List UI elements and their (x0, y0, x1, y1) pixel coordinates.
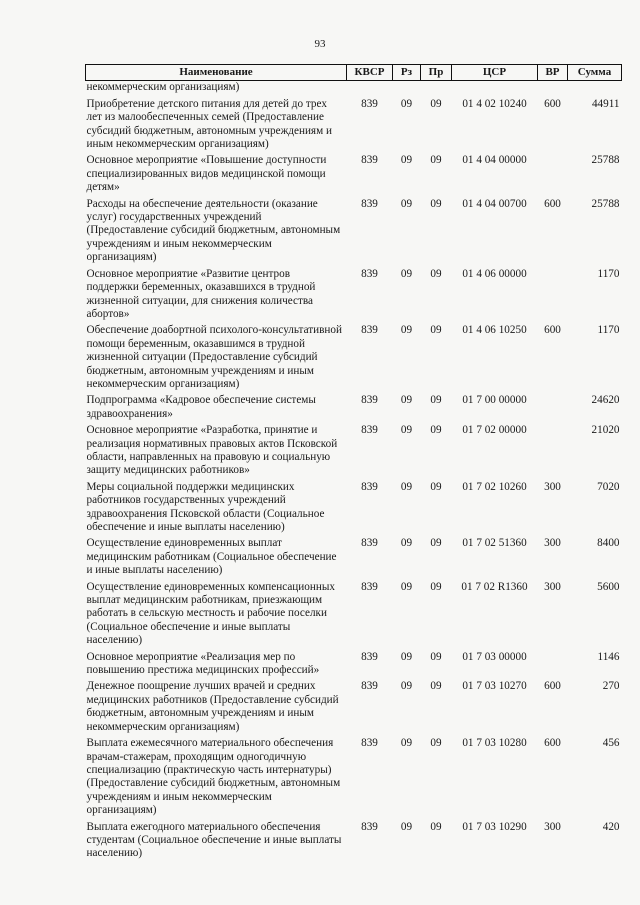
cell-vr: 600 (544, 680, 561, 693)
header-kvsr: КВСР (347, 65, 393, 81)
cell-pr: 09 (430, 424, 442, 437)
cell-pr: 09 (430, 267, 442, 280)
cell-kvsr: 839 (361, 97, 378, 110)
cell-sum: 24620 (591, 394, 620, 407)
cell-sum: 25788 (591, 154, 620, 167)
cell-csr: 01 4 06 10250 (462, 324, 527, 337)
cell-pr: 09 (430, 97, 442, 110)
cell-kvsr (347, 81, 393, 98)
cell-sum: 25788 (591, 197, 620, 210)
cell-name: Расходы на обеспечение деятельности (оказание услуг) государственных учреждений (Предоставление субсидий бюджетным, автономным учреждениям и иным некоммерческим организациям) (86, 197, 341, 264)
cell-name: Приобретение детского питания для детей до трех лет из малообеспеченных семей (Предоставление субсидий бюджетным, автономным учреждениям и иным некоммерческим организациям) (86, 97, 332, 151)
cell-sum: 1146 (597, 650, 620, 663)
cell-rz: 09 (400, 680, 413, 693)
header-rz: Рз (393, 65, 421, 81)
cell-csr: 01 7 03 10280 (462, 737, 527, 750)
cell-vr: 600 (544, 324, 561, 337)
table-row (86, 324, 622, 394)
table-row (86, 268, 622, 325)
cell-rz: 09 (400, 537, 413, 550)
cell-name: Меры социальной поддержки медицинских работников государственных учреждений здравоохранения Псковской области (Социальное обеспечение и иные выплаты населению) (86, 480, 325, 533)
cell-sum: 456 (602, 737, 620, 750)
cell-pr: 09 (430, 650, 442, 663)
cell-rz: 09 (400, 737, 413, 750)
cell-rz: 09 (400, 650, 413, 663)
cell-csr: 01 7 02 51360 (462, 537, 527, 550)
cell-rz (393, 81, 421, 98)
cell-csr: 01 7 03 00000 (462, 650, 527, 663)
cell-pr: 09 (430, 394, 442, 407)
cell-csr (452, 81, 538, 98)
header-pr: Пр (421, 65, 452, 81)
cell-pr: 09 (430, 737, 442, 750)
cell-rz: 09 (400, 97, 413, 110)
cell-kvsr: 839 (361, 324, 378, 337)
cell-name: некоммерческим организациям) (86, 81, 240, 94)
cell-name: Основное мероприятие «Развитие центров поддержки беременных, оказавшихся в трудной жизненной ситуации, для снижения количества абортов» (86, 267, 316, 320)
cell-csr: 01 7 00 00000 (462, 394, 527, 407)
cell-name: Выплата ежегодного материального обеспечения студентам (Социальное обеспечение и иные выплаты населению) (86, 820, 342, 860)
cell-pr: 09 (430, 580, 442, 593)
table-row (86, 81, 622, 98)
cell-csr: 01 7 02 R1360 (461, 580, 528, 593)
cell-vr: 600 (544, 197, 561, 210)
cell-rz: 09 (400, 394, 413, 407)
cell-csr: 01 4 06 00000 (462, 267, 527, 280)
cell-kvsr: 839 (361, 680, 378, 693)
cell-name: Подпрограмма «Кадровое обеспечение системы здравоохранения» (86, 394, 316, 420)
cell-sum: 1170 (597, 267, 620, 280)
cell-kvsr: 839 (361, 650, 378, 663)
table-row (86, 394, 622, 424)
cell-rz: 09 (400, 267, 413, 280)
cell-csr: 01 4 04 00700 (462, 197, 527, 210)
table-row (86, 481, 622, 538)
cell-sum: 7020 (597, 480, 620, 493)
cell-vr (538, 651, 568, 681)
table-row (86, 737, 622, 820)
cell-vr: 300 (544, 820, 561, 833)
header-vr: ВР (538, 65, 568, 81)
cell-sum: 420 (602, 820, 620, 833)
cell-kvsr: 839 (361, 424, 378, 437)
cell-rz: 09 (400, 580, 413, 593)
cell-kvsr: 839 (361, 537, 378, 550)
cell-vr (538, 424, 568, 481)
cell-kvsr: 839 (361, 394, 378, 407)
cell-sum: 21020 (591, 424, 620, 437)
cell-kvsr: 839 (361, 737, 378, 750)
table-row (86, 537, 622, 580)
cell-sum: 8400 (597, 537, 620, 550)
header-name: Наименование (86, 65, 347, 81)
cell-csr: 01 7 03 10290 (462, 820, 527, 833)
page-number: 93 (314, 38, 326, 50)
cell-kvsr: 839 (361, 197, 378, 210)
table-row (86, 651, 622, 681)
cell-pr: 09 (430, 820, 442, 833)
table-row (86, 680, 622, 737)
table-row (86, 154, 622, 197)
header-sum: Сумма (568, 65, 622, 81)
cell-sum: 270 (602, 680, 620, 693)
cell-kvsr: 839 (361, 154, 378, 167)
cell-name: Основное мероприятие «Реализация мер по повышению престижа медицинских профессий» (86, 650, 320, 677)
cell-name: Денежное поощрение лучших врачей и средних медицинских работников (Предоставление субсидий бюджетным, автономным учреждениям и иным некоммерческим организациям) (86, 680, 339, 733)
cell-pr: 09 (430, 154, 442, 167)
cell-csr: 01 7 02 00000 (462, 424, 527, 437)
cell-pr: 09 (430, 537, 442, 550)
cell-rz: 09 (400, 480, 413, 493)
cell-pr: 09 (430, 197, 442, 210)
table-header-row (86, 65, 622, 81)
budget-table (85, 64, 622, 864)
table-row (86, 581, 622, 651)
cell-csr: 01 4 02 10240 (462, 97, 527, 110)
table-row (86, 98, 622, 155)
cell-name: Осуществление единовременных компенсационных выплат медицинским работникам, приезжающим работать в сельскую местность и рабочие поселки (Социальное обеспечение и иные выплаты населению) (86, 580, 335, 647)
cell-name: Основное мероприятие «Повышение доступности специализированных видов медицинской помощи детям» (86, 154, 327, 194)
cell-vr (538, 154, 568, 197)
cell-vr: 600 (544, 97, 561, 110)
cell-rz: 09 (400, 324, 413, 337)
cell-sum (568, 81, 622, 98)
cell-rz: 09 (400, 820, 413, 833)
cell-kvsr: 839 (361, 580, 378, 593)
table-row (86, 198, 622, 268)
cell-vr (538, 268, 568, 325)
cell-vr: 300 (544, 537, 561, 550)
table-row (86, 424, 622, 481)
cell-rz: 09 (400, 154, 413, 167)
cell-pr: 09 (430, 324, 442, 337)
cell-vr: 300 (544, 580, 561, 593)
cell-name: Обеспечение доабортной психолого-консультативной помощи беременным, оказавшимся в трудной жизненной ситуации (Предоставление субсидий бюджетным, автономным учреждениям и иным некоммерческим организациям) (86, 324, 342, 390)
cell-vr (538, 394, 568, 424)
cell-csr: 01 7 03 10270 (462, 680, 527, 693)
cell-sum: 1170 (597, 324, 620, 337)
cell-name: Осуществление единовременных выплат медицинским работникам (Социальное обеспечение и иные выплаты населению) (86, 537, 337, 577)
cell-pr: 09 (430, 480, 442, 493)
header-csr: ЦСР (452, 65, 538, 81)
table-row (86, 821, 622, 864)
cell-csr: 01 7 02 10260 (462, 480, 527, 493)
cell-sum: 5600 (597, 580, 620, 593)
cell-name: Выплата ежемесячного материального обеспечения врачам-стажерам, проходящим одногодичную специализацию (практическую часть интернатуры) (Предоставление субсидий бюджетным, автономным учреждениям и иным некоммерческим организациям) (86, 737, 341, 817)
cell-sum: 44911 (591, 97, 620, 110)
cell-kvsr: 839 (361, 820, 378, 833)
cell-name: Основное мероприятие «Разработка, принятие и реализация нормативных правовых актов Псковской области, направленных на правовую и социальную защиту медицинских работников» (86, 424, 338, 477)
cell-vr (538, 81, 568, 98)
cell-csr: 01 4 04 00000 (462, 154, 527, 167)
cell-vr: 300 (544, 480, 561, 493)
cell-rz: 09 (400, 424, 413, 437)
cell-kvsr: 839 (361, 267, 378, 280)
cell-kvsr: 839 (361, 480, 378, 493)
cell-pr: 09 (430, 680, 442, 693)
cell-pr (421, 81, 452, 98)
cell-rz: 09 (400, 197, 413, 210)
cell-vr: 600 (544, 737, 561, 750)
